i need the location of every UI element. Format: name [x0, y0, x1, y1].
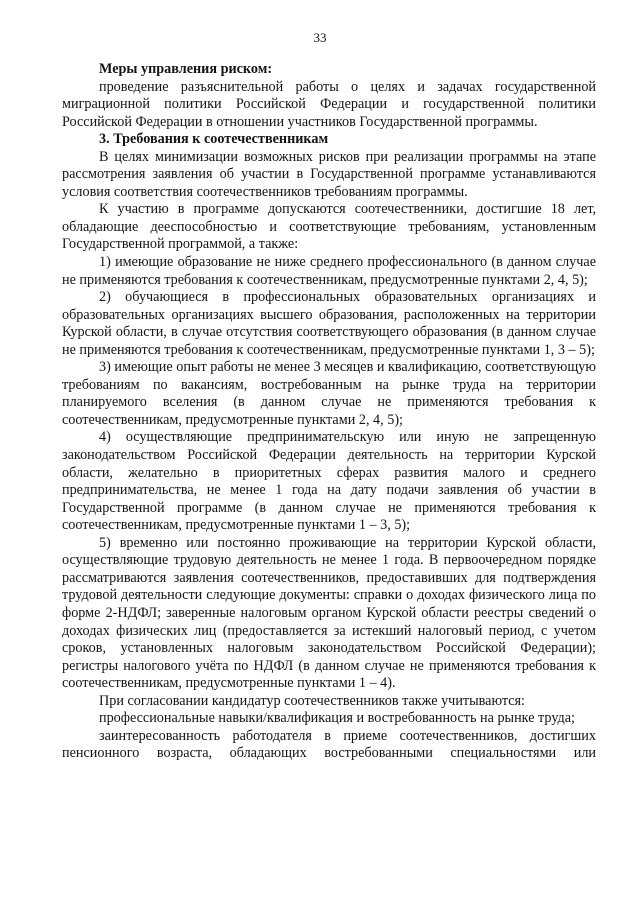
- list-item: 3) имеющие опыт работы не менее 3 месяцев и квалификацию, соответствующую требованиям по вакансиям, востребованным на рынке труда на территории планируемого вселения (в данном случае не применяются требования к соотечественникам, предусмотренные пунктами 2, 4, 5);: [62, 359, 596, 428]
- list-item: 2) обучающиеся в профессиональных образовательных организациях и образовательных организациях высшего образования, расположенных на территории Курской области, в случае отсутствия соответствующего образования (в данном случае не применяются требования к соотечественникам, предусмотренные пунктами 1, 3 – 5);: [62, 289, 596, 358]
- section-3-heading: 3. Требования к соотечественникам: [99, 131, 329, 148]
- paragraph: При согласовании кандидатур соотечественников также учитываются:: [99, 692, 526, 709]
- list-item: 1) имеющие образование не ниже среднего профессионального (в данном случае не применяются требования к соотечественникам, предусмотренные пунктами 2, 4, 5);: [62, 254, 596, 288]
- paragraph: профессиональные навыки/квалификация и востребованность на рынке труда;: [99, 710, 575, 727]
- paragraph: проведение разъяснительной работы о целях и задачах государственной миграционной политики Российской Федерации и государственной политики Российской Федерации в отношении участников Государственной программы.: [62, 78, 596, 130]
- list-item: 5) временно или постоянно проживающие на территории Курской области, осуществляющие трудовую деятельность не менее 1 года. В первоочередном порядке рассматриваются заявления соотечественников, предоставивших для подтверждения трудовой деятельности следующие документы: справки о доходах физического лица по форме 2-НДФЛ; заверенные налоговым органом Курской области реестры сведений о доходах физических лиц (предоставляется за истекший налоговый период, с учетом сроков, установленных налоговым законодательством Российской Федерации); регистры налогового учёта по НДФЛ (в данном случае не применяются требования к соотечественникам, предусмотренные пунктами 1 – 4).: [62, 534, 596, 692]
- page-number: 33: [313, 30, 327, 45]
- risk-measures-heading: Меры управления риском:: [99, 61, 273, 77]
- paragraph: заинтересованность работодателя в приеме соотечественников, достигших пенсионного возраста, обладающих востребованными специальностями или: [62, 727, 596, 762]
- list-item: 4) осуществляющие предпринимательскую или иную не запрещенную законодательством Российской Федерации деятельность на территории Курской области, желательно в приоритетных сферах развития малого и среднего предпринимательства, не менее 1 года на дату подачи заявления об участии в Государственной программе (в данном случае не применяются требования к соотечественникам, предусмотренные пунктами 1 – 3, 5);: [62, 429, 596, 534]
- document-body: [62, 61, 596, 763]
- paragraph: К участию в программе допускаются соотечественники, достигшие 18 лет, обладающие дееспособностью и соответствующие требованиям, установленным Государственной программой, а также:: [62, 201, 596, 253]
- paragraph: В целях минимизации возможных рисков при реализации программы на этапе рассмотрения заявления об участии в Государственной программе устанавливаются условия соответствия соотечественников требованиям программы.: [62, 148, 596, 200]
